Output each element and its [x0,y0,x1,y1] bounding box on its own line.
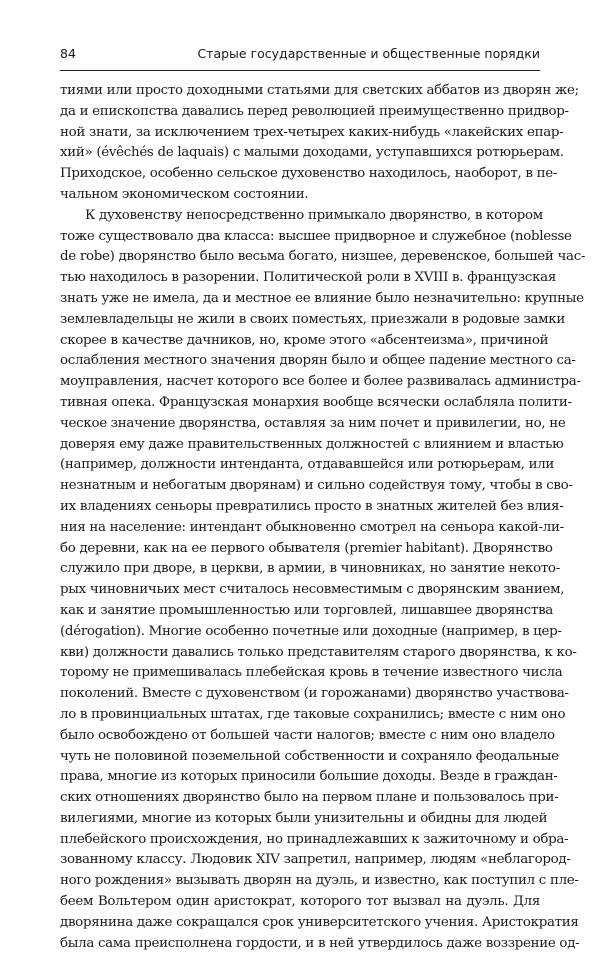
text-line: вилегиями, многие из которых были унизительны и обидны для людей [60,810,548,826]
text-line: ного рождения» вызывать дворян на дуэль, и известно, как поступил с пле- [60,873,579,889]
text-line: (dérogation). Многие особенно почетные или доходные (например, в цер- [60,623,562,639]
text-line: беем Вольтером один аристократ, которого тот вызвал на дуэль. Для [60,894,540,910]
text-line: рых чиновничьих мест считалось несовместимым с дворянским званием, [60,582,565,598]
text-line: К духовенству непосредственно примыкало дворянство, в котором [85,207,543,223]
text-line: хий» (évêchés de laquais) с малыми доходами, уступавшихся ротюрьерам. [60,145,564,161]
text-line: ослабления местного значения дворян было и общее падение местного са- [60,353,576,369]
text-line: как и занятие промышленностью или торговлей, лишавшее дворянства [60,602,553,618]
text-line: была сама преисполнена гордости, и в ней утвердилось даже воззрение од- [60,935,580,951]
text-line: ских отношениях дворянство было на первом плане и пользовалось при- [60,790,559,806]
text-line: ной знати, за исключением трех-четырех каких-нибудь «лакейских епар- [60,124,564,140]
text-line: ния на население: интендант обыкновенно смотрел на сеньора какой-ли- [60,519,564,535]
text-line: знать уже не имела, да и местное ее влияние было незначительно: крупные [60,290,584,306]
text-line: Приходское, особенно сельское духовенство находилось, наоборот, в пе- [60,166,558,182]
text-line: да и епископства давались перед революцией преимущественно придвор- [60,103,569,119]
text-line: права, многие из которых приносили большие доходы. Везде в граждан- [60,769,558,785]
text-line: тью находилось в разорении. Политической роли в XVIII в. французская [60,270,556,286]
text-line: торому не примешивалась плебейская кровь в течение известного числа [60,665,563,681]
text-line: бо деревни, как на ее первого обывателя (premier habitant). Дворянство [60,540,553,556]
text-line: чуть не половиной поземельной собственности и сохраняло феодальные [60,748,559,764]
text-line: тивная опека. Французская монархия вообще всячески ослабляла полити- [60,394,572,410]
text-line: зованному классу. Людовик XIV запретил, например, людям «неблагород- [60,852,571,868]
text-line: моуправления, насчет которого все более и более развивалась администра- [60,374,581,390]
text-line: кви) должности давались только представителям старого дворянства, к ко- [60,644,577,660]
text-line: тоже существовало два класса: высшее придворное и служебное (noblesse [60,228,572,244]
text-line: поколений. Вместе с духовенством (и горожанами) дворянство участвова- [60,686,569,702]
text-line: плебейского происхождения, но принадлежавших к зажиточному и обра- [60,831,569,847]
text-line: ческое значение дворянства, оставляя за ним почет и привилегии, но, не [60,415,566,431]
text-line: было освобождено от большей части налогов; вместе с ним оно владело [60,727,555,743]
running-head: Старые государственные и общественные порядки [197,46,540,61]
text-line: de robe) дворянство было весьма богато, низшее, деревенское, большей час- [60,249,586,265]
page-number: 84 [60,46,76,61]
body-text [60,81,586,954]
text-line: (например, должности интенданта, отдававшейся или ротюрьерам, или [60,457,555,473]
text-line: тиями или просто доходными статьями для светских аббатов из дворян же; [60,83,579,98]
text-line: дворянина даже сокращался срок университетского учения. Аристократия [60,914,579,930]
page-header [60,44,540,71]
text-line: ло в провинциальных штатах, где таковые сохранились; вместе с ним оно [60,706,566,722]
text-line: служило при дворе, в церкви, в армии, в чиновниках, но занятие некото- [60,561,560,577]
text-line: землевладельцы не жили в своих поместьях, приезжали в родовые замки [60,311,565,327]
text-line: чальном экономическом состоянии. [60,186,309,202]
text-line: скорее в качестве дачников, но, кроме этого «абсентеизма», причиной [60,332,549,348]
text-line: незнатным и небогатым дворянам) и сильно содействуя тому, чтобы в сво- [60,478,573,494]
text-line: их владениях сеньоры превратились просто в знатных жителей без влия- [60,498,564,514]
text-line: доверяя ему даже правительственных должностей с влиянием и властью [60,436,564,452]
